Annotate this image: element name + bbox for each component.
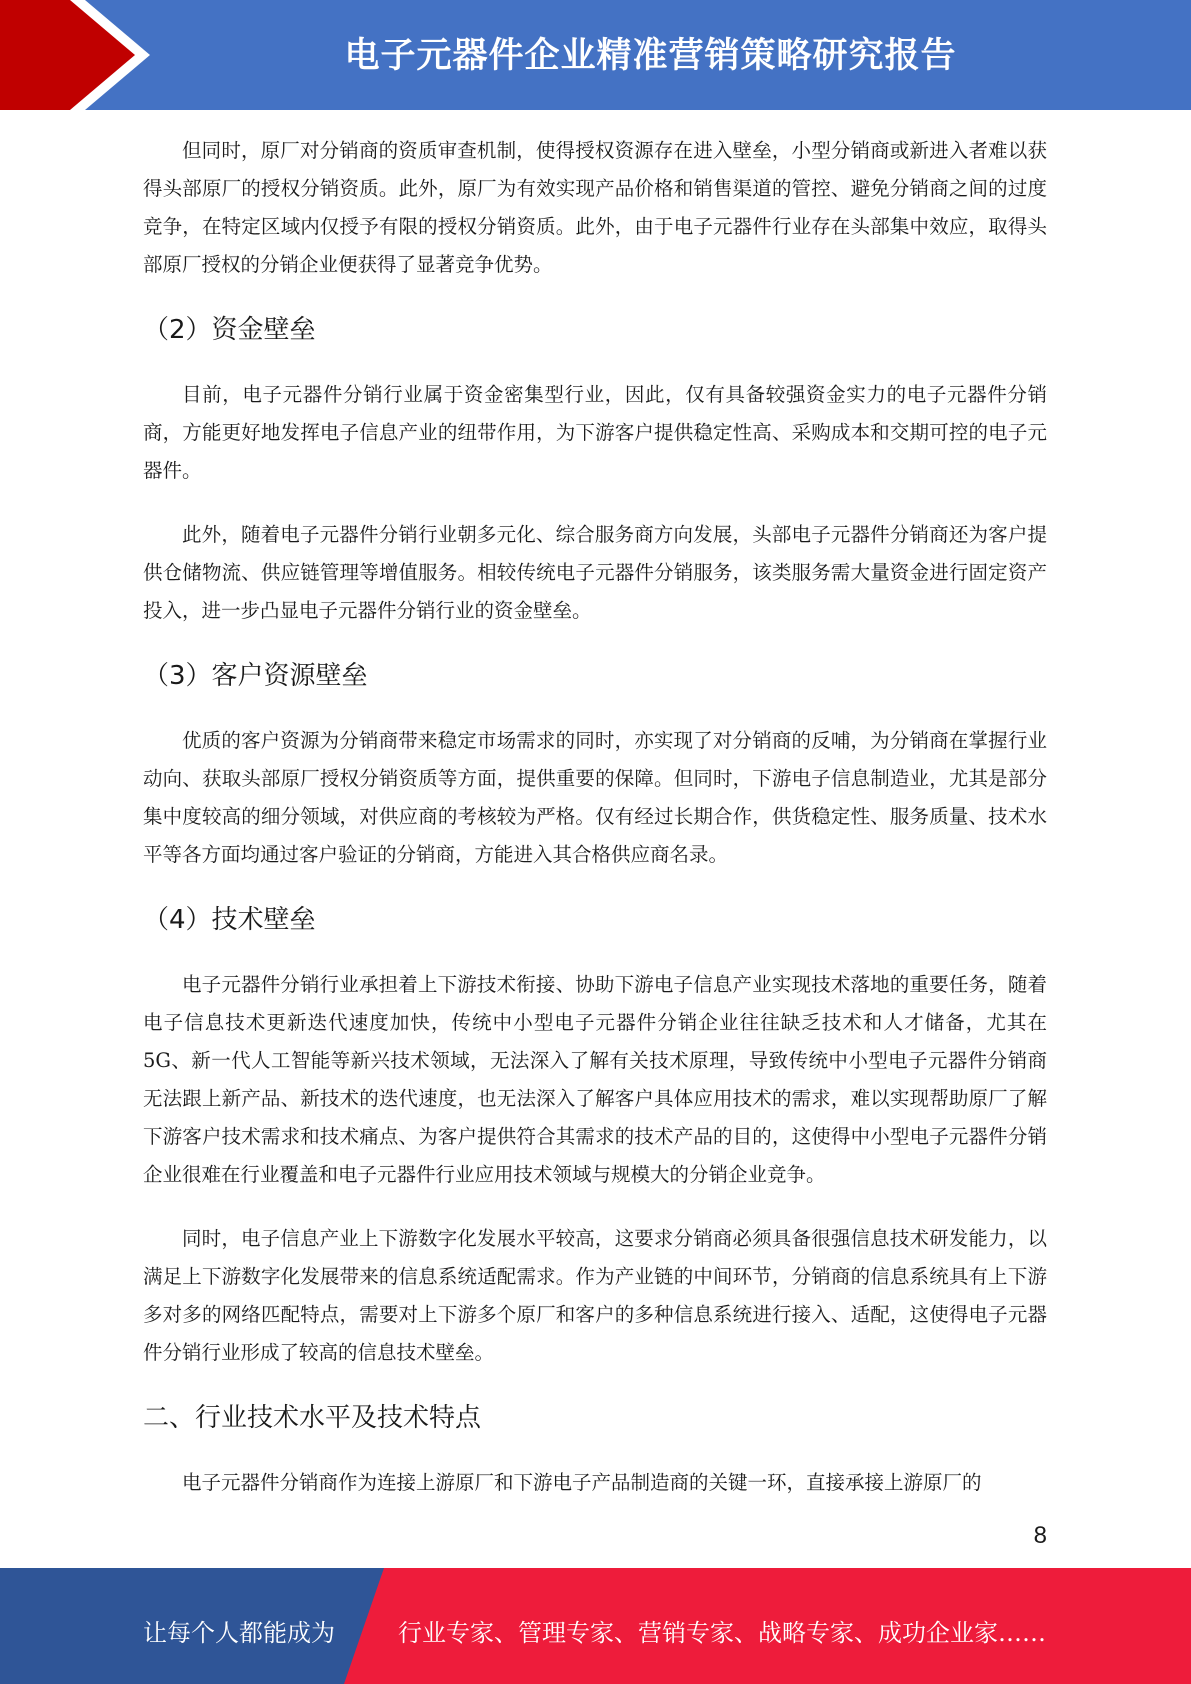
header-banner: [0, 0, 1191, 110]
paragraph: 电子元器件分销商作为连接上游原厂和下游电子产品制造商的关键一环，直接承接上游原厂的: [182, 1471, 982, 1494]
paragraph: 但同时，原厂对分销商的资质审查机制，使得授权资源存在进入壁垒，小型分销商或新进入者难以获得头部原厂的授权分销资质。此外，原厂为有效实现产品价格和销售渠道的管控、避免分销商之间的过度竞争，在特定区域内仅授予有限的授权分销资质。此外，由于电子元器件行业存在头部集中效应，取得头部原厂授权的分销企业便获得了显著竞争优势。: [143, 139, 1047, 276]
paragraph: 优质的客户资源为分销商带来稳定市场需求的同时，亦实现了对分销商的反哺，为分销商在掌握行业动向、获取头部原厂授权分销资质等方面，提供重要的保障。但同时，下游电子信息制造业，尤其是部分集中度较高的细分领域，对供应商的考核较为严格。仅有经过长期合作，供货稳定性、服务质量、技术水平等各方面均通过客户验证的分销商，方能进入其合格供应商名录。: [143, 729, 1047, 866]
footer-slogan-right: 行业专家、管理专家、营销专家、战略专家、成功企业家……: [398, 1619, 1046, 1647]
paragraph: 目前，电子元器件分销行业属于资金密集型行业，因此，仅有具备较强资金实力的电子元器件分销商，方能更好地发挥电子信息产业的纽带作用，为下游客户提供稳定性高、采购成本和交期可控的电子元器件。: [143, 383, 1047, 482]
page-number: 8: [1033, 1522, 1047, 1549]
chevron-arrow-icon: [0, 0, 160, 110]
section-heading: 二、行业技术水平及技术特点: [143, 1403, 482, 1433]
report-title: 电子元器件企业精准营销策略研究报告: [344, 36, 957, 76]
paragraph: 同时，电子信息产业上下游数字化发展水平较高，这要求分销商必须具备很强信息技术研发能力，以满足上下游数字化发展带来的信息系统适配需求。作为产业链的中间环节，分销商的信息系统具有上下游多对多的网络匹配特点，需要对上下游多个原厂和客户的多种信息系统进行接入、适配，这使得电子元器件分销行业形成了较高的信息技术壁垒。: [143, 1227, 1047, 1364]
paragraph: 电子元器件分销行业承担着上下游技术衔接、协助下游电子信息产业实现技术落地的重要任务，随着电子信息技术更新迭代速度加快，传统中小型电子元器件分销企业往往缺乏技术和人才储备，尤其在 5G、新一代人工智能等新兴技术领域，无法深入了解有关技术原理，导致传统中小型电子元器件分销商无法跟上新产品、新技术的迭代速度，也无法深入了解客户具体应用技术的需求，难以实现帮助原厂了解下游客户技术需求和技术痛点、为客户提供符合其需求的技术产品的目的，这使得中小型电子元器件分销企业很难在行业覆盖和电子元器件行业应用技术领域与规模大的分销企业竞争。: [143, 973, 1047, 1186]
subheading-customer-barrier: （3）客户资源壁垒: [143, 661, 368, 691]
footer-banner: [0, 1568, 1191, 1684]
paragraph: 此外，随着电子元器件分销行业朝多元化、综合服务商方向发展，头部电子元器件分销商还为客户提供仓储物流、供应链管理等增值服务。相较传统电子元器件分销服务，该类服务需大量资金进行固定资产投入，进一步凸显电子元器件分销行业的资金壁垒。: [143, 523, 1047, 622]
subheading-funds-barrier: （2）资金壁垒: [143, 315, 316, 345]
document-body: [143, 132, 1047, 1528]
footer-slogan-left: 让每个人都能成为: [143, 1619, 335, 1647]
subheading-tech-barrier: （4）技术壁垒: [143, 905, 316, 935]
